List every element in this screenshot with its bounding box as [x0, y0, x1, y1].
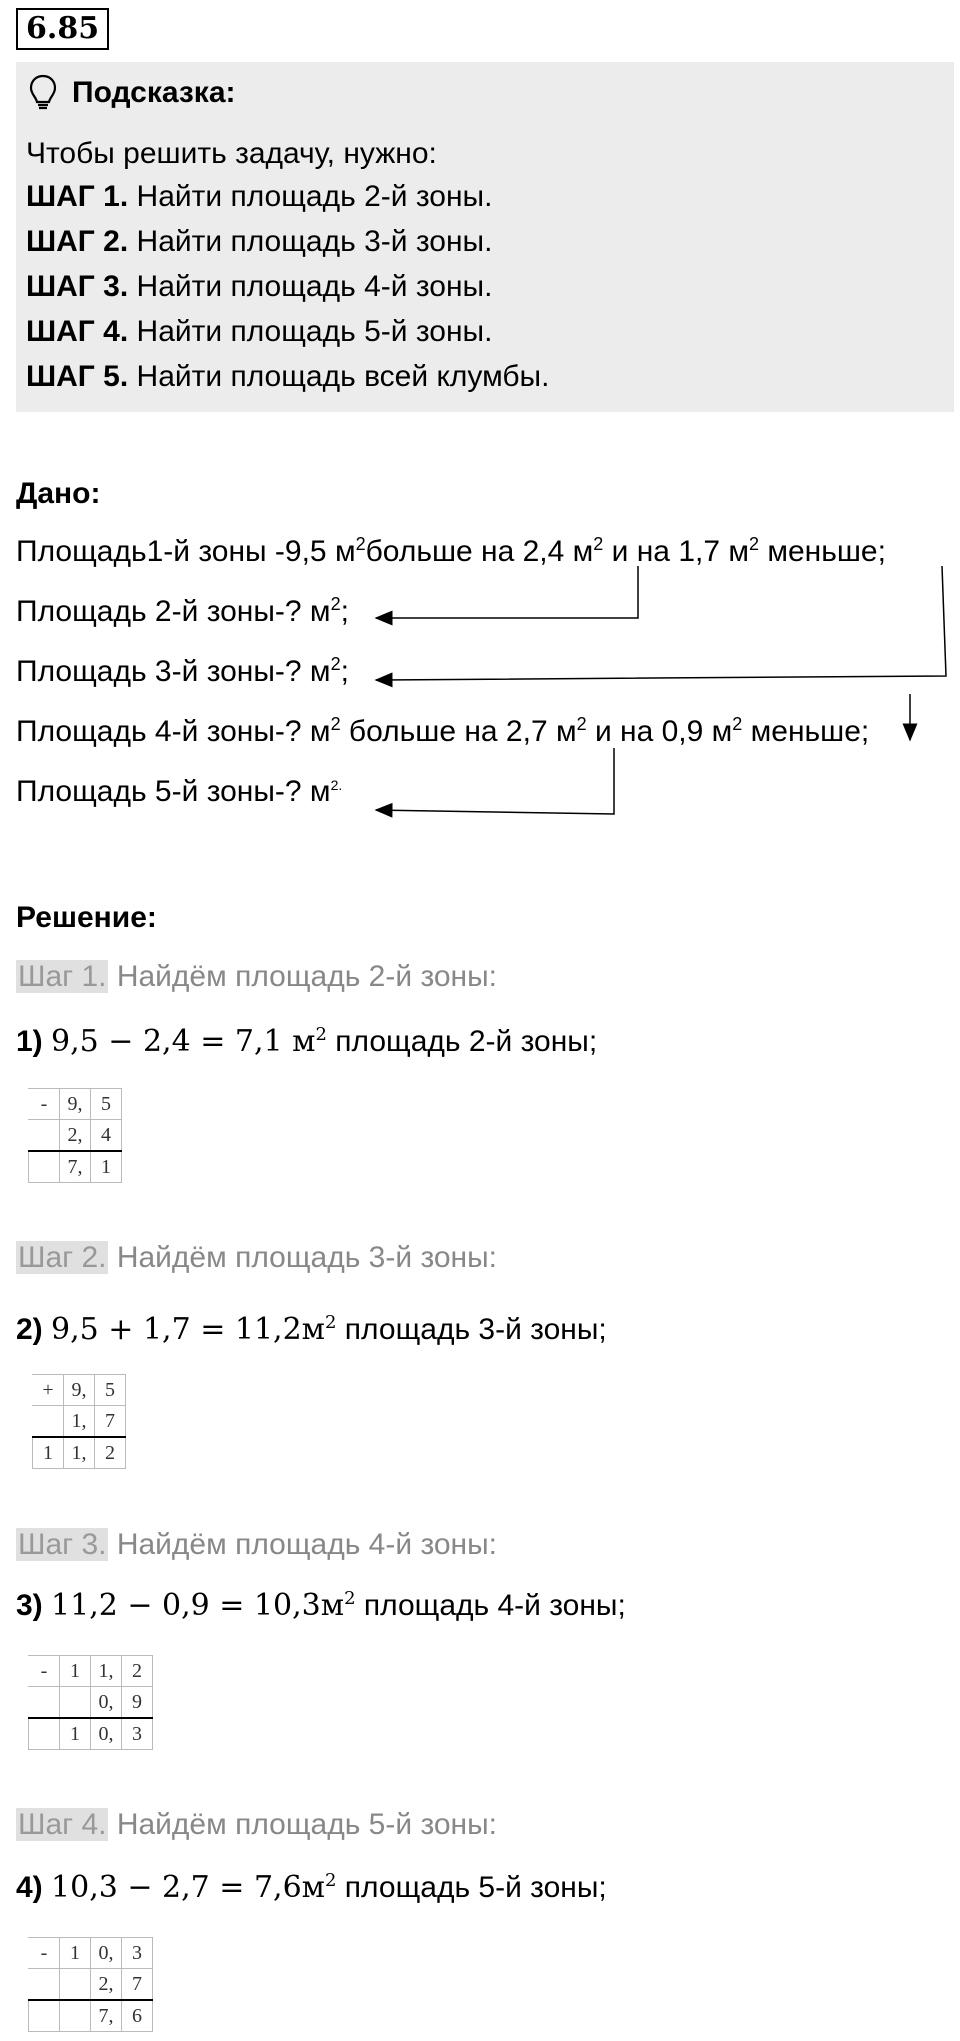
given-text: Площадь1-й зоны -9,5 м: [16, 535, 356, 568]
calc-cell: 0,: [91, 1718, 122, 1750]
solution-step-2-header: [16, 1238, 497, 1278]
calc-cell: [29, 1120, 60, 1152]
calc-cell: 1,: [64, 1406, 95, 1438]
arrow-4-to-5: [376, 748, 614, 814]
hint-step-label: ШАГ 4.: [26, 315, 129, 348]
given-text: Площадь 5-й зоны-? м: [16, 775, 331, 808]
hint-step-text: Найти площадь 3-й зоны.: [136, 225, 493, 258]
math-expression: 9,5 − 2,4 = 7,1 м: [51, 1024, 316, 1059]
given-text: Площадь 4-й зоны-? м: [16, 715, 331, 748]
calc-cell: 2: [95, 1437, 126, 1469]
step-tail: площадь 2-й зоны;: [326, 1025, 598, 1058]
calc-cell: 7: [95, 1406, 126, 1438]
calc-cell: -: [29, 1938, 60, 1969]
given-text: больше на 2,4 м: [365, 535, 594, 568]
column-calc-4: [28, 1937, 153, 2032]
hint-step-text: Найти площадь 5-й зоны.: [136, 315, 493, 348]
calc-cell: 3: [122, 1938, 153, 1969]
calc-cell: +: [33, 1375, 64, 1406]
solution-step-4-header: [16, 1805, 497, 1845]
solution-step-4-expr: [16, 1868, 607, 1908]
given-text: больше на 2,7 м: [340, 715, 577, 748]
calc-cell: 2: [122, 1656, 153, 1687]
calc-cell: [60, 1969, 91, 2001]
column-calc-2: [32, 1374, 126, 1469]
calc-cell: 7: [122, 1969, 153, 2001]
step-label: Шаг 1.: [18, 960, 107, 993]
calc-cell: 1,: [91, 1656, 122, 1687]
calc-cell: [29, 1718, 60, 1750]
step-label: Шаг 3.: [18, 1528, 107, 1561]
superscript: 2: [344, 1588, 356, 1609]
given-text: Площадь 2-й зоны-? м: [16, 595, 331, 628]
calc-cell: 3: [122, 1718, 153, 1750]
column-calc-1: [28, 1088, 122, 1183]
superscript: 2: [576, 714, 587, 734]
superscript: 2: [593, 534, 604, 554]
step-label: Шаг 4.: [18, 1808, 107, 1841]
calc-cell: -: [29, 1656, 60, 1687]
given-text: ;: [340, 655, 349, 688]
step-num: 2): [16, 1313, 43, 1346]
given-text: ;: [340, 595, 349, 628]
calc-cell: -: [29, 1089, 60, 1120]
hint-title: Подсказка:: [72, 76, 236, 109]
step-tail: площадь 5-й зоны;: [336, 1871, 607, 1904]
calc-cell: [29, 1687, 60, 1719]
calc-cell: 9,: [64, 1375, 95, 1406]
calc-cell: 0,: [91, 1687, 122, 1719]
hint-step-label: ШАГ 2.: [26, 225, 129, 258]
calc-cell: [33, 1406, 64, 1438]
given-text: меньше;: [759, 535, 886, 568]
given-text: и на 0,9 м: [586, 715, 733, 748]
calc-cell: 1: [60, 1656, 91, 1687]
hint-step-label: ШАГ 3.: [26, 270, 129, 303]
calc-cell: 0,: [91, 1938, 122, 1969]
given-text: Площадь 3-й зоны-? м: [16, 655, 331, 688]
calc-cell: [60, 1687, 91, 1719]
superscript: 2: [330, 714, 341, 734]
solution-step-1-expr: [16, 1022, 597, 1062]
superscript: 2: [315, 1024, 327, 1045]
superscript: 2: [355, 534, 366, 554]
column-calc-3: [28, 1655, 153, 1750]
calc-cell: 1: [91, 1151, 122, 1183]
calc-cell: 1: [33, 1437, 64, 1469]
given-title: Дано:: [16, 477, 101, 510]
calc-cell: [60, 2000, 91, 2032]
superscript: 2: [732, 714, 743, 734]
calc-cell: [29, 1151, 60, 1183]
solution-title: Решение:: [16, 901, 157, 934]
solution-step-1-header: [16, 957, 497, 997]
math-expression: 10,3 − 2,7 = 7,6м: [51, 1870, 326, 1905]
hint-step-label: ШАГ 5.: [26, 360, 129, 393]
step-tail: площадь 4-й зоны;: [355, 1589, 626, 1622]
calc-cell: 9: [122, 1687, 153, 1719]
task-number: 6.85: [16, 8, 109, 50]
given-text: меньше;: [742, 715, 870, 748]
step-num: 1): [16, 1025, 43, 1058]
solution-step-2-expr: [16, 1310, 607, 1350]
calc-cell: 7,: [91, 2000, 122, 2032]
step-num: 3): [16, 1589, 43, 1622]
step-desc: Найдём площадь 3-й зоны:: [108, 1241, 498, 1274]
hint-step-text: Найти площадь 2-й зоны.: [136, 180, 493, 213]
given-text: и на 1,7 м: [603, 535, 749, 568]
calc-cell: 1: [60, 1938, 91, 1969]
calc-cell: 1: [60, 1718, 91, 1750]
math-expression: 9,5 + 1,7 = 11,2м: [51, 1312, 326, 1347]
step-label: Шаг 2.: [18, 1241, 107, 1274]
superscript: 2: [330, 654, 341, 674]
solution-step-3-header: [16, 1525, 497, 1565]
hint-intro: Чтобы решить задачу, нужно:: [26, 137, 437, 170]
calc-cell: [29, 1969, 60, 2001]
step-desc: Найдём площадь 5-й зоны:: [108, 1808, 498, 1841]
calc-cell: 1,: [64, 1437, 95, 1469]
superscript: 2: [325, 1312, 337, 1333]
step-desc: Найдём площадь 2-й зоны:: [108, 960, 498, 993]
calc-cell: 6: [122, 2000, 153, 2032]
calc-cell: 4: [91, 1120, 122, 1152]
arrow-1-to-2: [376, 566, 638, 618]
step-num: 4): [16, 1871, 43, 1904]
calc-cell: 5: [95, 1375, 126, 1406]
calc-cell: 2,: [60, 1120, 91, 1152]
calc-cell: 7,: [60, 1151, 91, 1183]
calc-cell: 2,: [91, 1969, 122, 2001]
solution-step-3-expr: [16, 1586, 626, 1626]
superscript: 2.: [330, 777, 343, 793]
step-desc: Найдём площадь 4-й зоны:: [108, 1528, 498, 1561]
superscript: 2: [325, 1870, 337, 1891]
hint-step-label: ШАГ 1.: [26, 180, 129, 213]
calc-cell: 9,: [60, 1089, 91, 1120]
superscript: 2: [749, 534, 760, 554]
step-tail: площадь 3-й зоны;: [336, 1313, 607, 1346]
hint-step-text: Найти площадь всей клумбы.: [136, 360, 550, 393]
math-expression: 11,2 − 0,9 = 10,3м: [51, 1588, 345, 1623]
superscript: 2: [330, 594, 341, 614]
calc-cell: 5: [91, 1089, 122, 1120]
arrow-1-to-3: [376, 566, 946, 680]
hint-step-text: Найти площадь 4-й зоны.: [136, 270, 493, 303]
calc-cell: [29, 2000, 60, 2032]
